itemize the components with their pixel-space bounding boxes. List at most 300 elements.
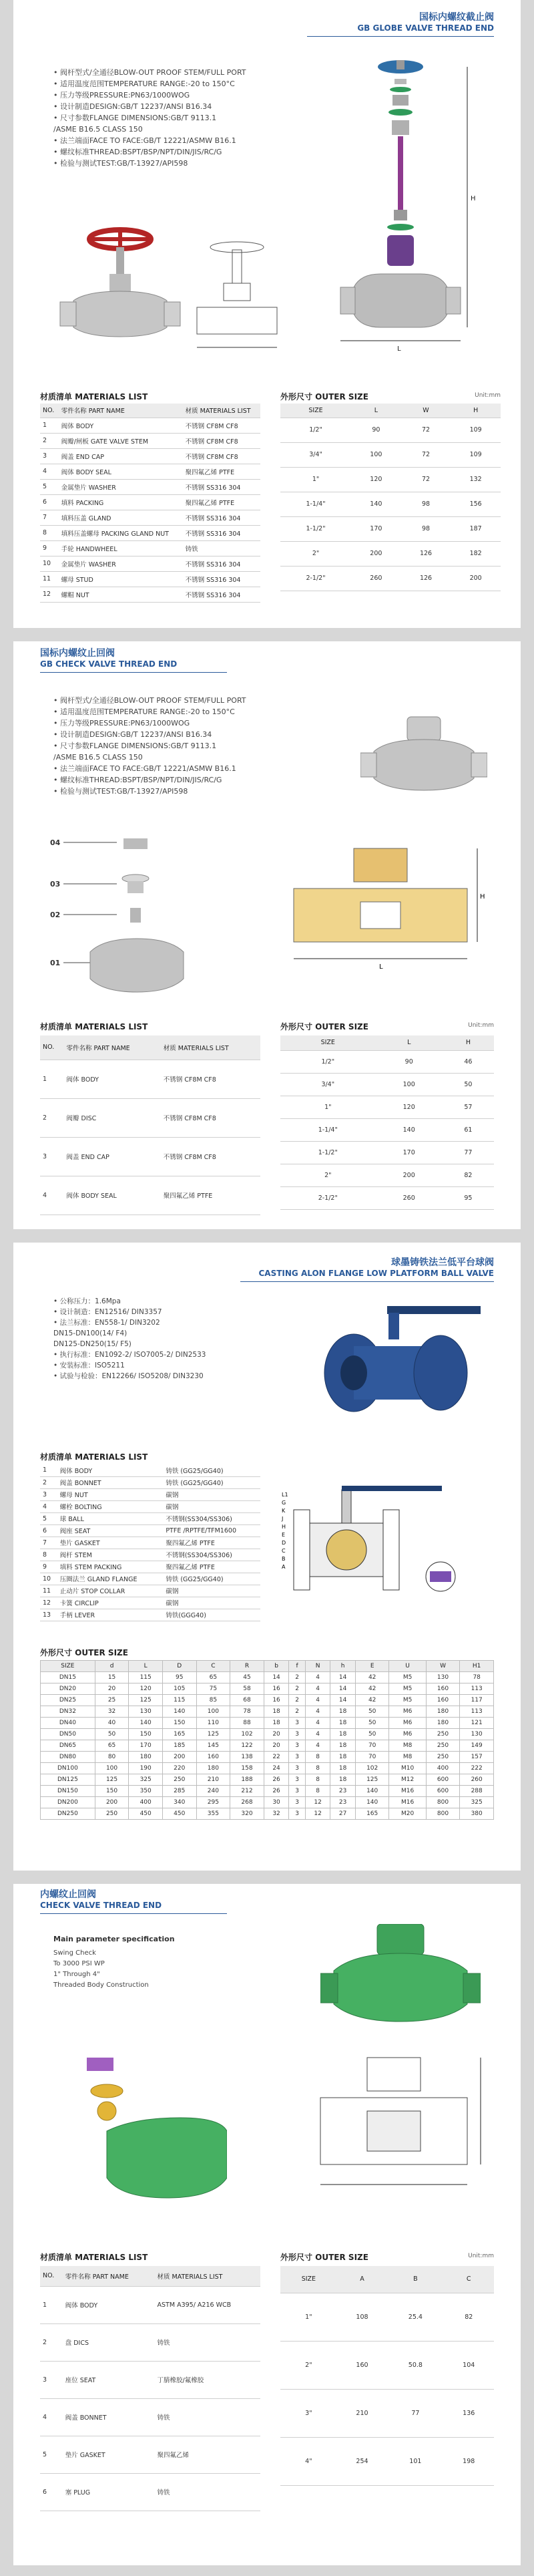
cell: 140 xyxy=(351,492,401,516)
unit-label: Unit:mm xyxy=(468,2253,494,2259)
cell: 100 xyxy=(196,1706,230,1718)
cell: 阀盖 END CAP xyxy=(64,1137,161,1176)
callout-label: 03 xyxy=(50,880,61,889)
cell: 120 xyxy=(351,467,401,492)
cell: 100 xyxy=(95,1763,129,1774)
param-item: • 适用温度范围TEMPERATURE RANGE:-20 to 150°C xyxy=(53,79,235,88)
col-header: L xyxy=(376,1035,443,1050)
cell: 1 xyxy=(40,1060,64,1098)
cell: 200 xyxy=(376,1164,443,1186)
cell: 18 xyxy=(330,1763,356,1774)
cell: 填料压盖 GLAND xyxy=(59,510,183,525)
cell: DN250 xyxy=(41,1808,95,1820)
param-item: • 阀杆型式/全通径BLOW-OUT PROOF STEM/FULL PORT xyxy=(53,68,246,77)
col-header: L xyxy=(351,404,401,418)
cell: 210 xyxy=(196,1774,230,1786)
cell: 碳钢 xyxy=(163,1585,260,1597)
cell: 32 xyxy=(95,1706,129,1718)
exploded-parts-icon xyxy=(63,838,197,999)
cell: 8 xyxy=(305,1774,330,1786)
col-header: 零件名称 PART NAME xyxy=(59,404,183,418)
dim-label: K xyxy=(282,1508,286,1514)
cell: 10 xyxy=(40,1573,57,1585)
cell: 42 xyxy=(355,1695,389,1706)
cell: 3 xyxy=(289,1774,305,1786)
dim-label: C xyxy=(282,1548,286,1554)
col-header: SIZE xyxy=(280,404,351,418)
cell: 1 xyxy=(40,1464,57,1476)
cell: 185 xyxy=(162,1740,196,1752)
cell: 6 xyxy=(40,2473,63,2511)
cell: 14 xyxy=(330,1683,356,1695)
spec-item: To 3000 PSI WP xyxy=(53,1960,105,1967)
table-row xyxy=(41,1786,494,1797)
table-row xyxy=(40,1609,260,1621)
cell: 101 xyxy=(387,2437,443,2485)
cell: 100 xyxy=(351,442,401,467)
outer-size-table xyxy=(280,404,501,591)
cell: 212 xyxy=(230,1786,264,1797)
cell: 108 xyxy=(337,2293,388,2341)
table-row xyxy=(280,1141,494,1164)
cell: 阀体 BODY xyxy=(64,1060,161,1098)
cell: 187 xyxy=(451,516,501,541)
cell: PTFE /RPTFE/TFM1600 xyxy=(163,1524,260,1537)
cell: 3 xyxy=(289,1729,305,1740)
callout-label: 01 xyxy=(50,959,61,967)
cell: 18 xyxy=(330,1740,356,1752)
cell: 58 xyxy=(230,1683,264,1695)
cell: 85 xyxy=(196,1695,230,1706)
title-en: GB CHECK VALVE THREAD END xyxy=(40,659,178,669)
cell: 170 xyxy=(129,1740,163,1752)
col-header: h xyxy=(330,1661,356,1672)
cell: 1-1/4" xyxy=(280,492,351,516)
cell: 5 xyxy=(40,2436,63,2473)
cell: 113 xyxy=(460,1706,494,1718)
cell: 22 xyxy=(264,1752,289,1763)
cell: M5 xyxy=(389,1672,426,1683)
cell: 18 xyxy=(330,1706,356,1718)
table-row xyxy=(280,2341,494,2389)
cell: 不锈钢 CF8M CF8 xyxy=(161,1137,260,1176)
cell: 2 xyxy=(40,1476,57,1488)
outer-size-title: 外形尺寸 OUTER SIZE xyxy=(40,1648,128,1657)
cell: 95 xyxy=(443,1186,494,1209)
cell: 螺母 STUD xyxy=(59,571,183,587)
cell: 295 xyxy=(196,1797,230,1808)
cell: DN50 xyxy=(41,1729,95,1740)
cell: 2 xyxy=(40,2323,63,2361)
col-header: 零件名称 PART NAME xyxy=(64,1035,161,1060)
cell: 260 xyxy=(376,1186,443,1209)
table-row xyxy=(41,1797,494,1808)
check-valve-line-drawing xyxy=(307,2051,494,2211)
cell: 50 xyxy=(443,1073,494,1096)
cell: 165 xyxy=(162,1729,196,1740)
col-header: SIZE xyxy=(41,1661,95,1672)
cell: 铸铁 (GG25/GG40) xyxy=(163,1476,260,1488)
param-item: DN125-DN250(15/ F5) xyxy=(53,1340,131,1348)
cell: 27 xyxy=(330,1808,356,1820)
param-item: • 设计制造：EN12516/ DIN3357 xyxy=(53,1308,162,1316)
cell: 46 xyxy=(443,1050,494,1073)
table-row xyxy=(40,2398,260,2436)
cell: 24 xyxy=(264,1763,289,1774)
cell: 200 xyxy=(162,1752,196,1763)
cell: 190 xyxy=(129,1763,163,1774)
cell: 45 xyxy=(230,1672,264,1683)
cell: 250 xyxy=(95,1808,129,1820)
dim-label: L1 xyxy=(282,1492,288,1498)
cell: 铸铁 xyxy=(155,2473,260,2511)
col-header: 材质 MATERIALS LIST xyxy=(183,404,260,418)
cell: 4 xyxy=(40,1176,64,1215)
cell: 325 xyxy=(460,1797,494,1808)
cell: 220 xyxy=(162,1763,196,1774)
cell: 250 xyxy=(426,1752,460,1763)
cell: DN25 xyxy=(41,1695,95,1706)
col-header: B xyxy=(387,2266,443,2293)
col-header: E xyxy=(355,1661,389,1672)
col-header: SIZE xyxy=(280,2266,337,2293)
cell: 125 xyxy=(355,1774,389,1786)
col-header: N xyxy=(305,1661,330,1672)
cell: 165 xyxy=(355,1808,389,1820)
table-row xyxy=(40,1549,260,1561)
cell: 130 xyxy=(460,1729,494,1740)
materials-title: 材质清单 MATERIALS LIST xyxy=(40,1452,148,1462)
col-header: U xyxy=(389,1661,426,1672)
col-header: D xyxy=(162,1661,196,1672)
divider xyxy=(40,672,227,673)
table-row xyxy=(41,1808,494,1820)
cell: 82 xyxy=(443,1164,494,1186)
cell: 150 xyxy=(162,1718,196,1729)
col-header: C xyxy=(443,2266,494,2293)
cell: 9 xyxy=(40,1561,57,1573)
cell: 160 xyxy=(426,1695,460,1706)
cell: 180 xyxy=(426,1706,460,1718)
cell: 碳钢 xyxy=(163,1488,260,1500)
cell: 800 xyxy=(426,1797,460,1808)
cell: 320 xyxy=(230,1808,264,1820)
param-item: • 法兰端面FACE TO FACE:GB/T 12221/ASMW B16.1 xyxy=(53,136,236,145)
cell: 16 xyxy=(264,1683,289,1695)
cell: 50 xyxy=(355,1718,389,1729)
section-title xyxy=(259,1257,495,1279)
spec-item: Threaded Body Construction xyxy=(53,1981,149,1989)
cell: 不锈钢 SS316 304 xyxy=(183,525,260,540)
cell: 垫片 GASKET xyxy=(57,1537,164,1549)
param-item: DN15-DN100(14/ F4) xyxy=(53,1329,127,1337)
cell: 136 xyxy=(443,2389,494,2437)
cell: 125 xyxy=(95,1774,129,1786)
cell: 160 xyxy=(426,1683,460,1695)
cell: 不锈钢 CF8M CF8 xyxy=(183,448,260,464)
cell: 14 xyxy=(264,1672,289,1683)
materials-table xyxy=(40,404,260,603)
table-row xyxy=(280,1073,494,1096)
cell: 1 xyxy=(40,418,59,433)
dim-label: G xyxy=(282,1500,286,1506)
cell: 座位 SEAT xyxy=(63,2361,155,2398)
cell: 140 xyxy=(355,1786,389,1797)
cell: 50 xyxy=(355,1729,389,1740)
cell: 螺栓 BOLTING xyxy=(57,1500,164,1512)
cell: 170 xyxy=(376,1141,443,1164)
cell: 3 xyxy=(40,1488,57,1500)
table-row xyxy=(41,1672,494,1683)
cell: 254 xyxy=(337,2437,388,2485)
param-item: • 安装标准：ISO5211 xyxy=(53,1361,125,1370)
table-row xyxy=(40,1512,260,1524)
table-row xyxy=(280,541,501,566)
valve-photo-left xyxy=(53,220,187,354)
callout-label: 04 xyxy=(50,838,61,847)
cell: 222 xyxy=(460,1763,494,1774)
cell: 450 xyxy=(129,1808,163,1820)
title-cn: 国标内螺纹止回阀 xyxy=(40,648,115,659)
table-row xyxy=(40,448,260,464)
cell: 不锈钢(SS304/SS306) xyxy=(163,1512,260,1524)
divider xyxy=(40,1913,227,1914)
cell: 120 xyxy=(129,1683,163,1695)
cell: 50 xyxy=(95,1729,129,1740)
outer-size-title-text: 外形尺寸 OUTER SIZE xyxy=(280,2253,368,2262)
cell: 68 xyxy=(230,1695,264,1706)
cell: 125 xyxy=(196,1729,230,1740)
cell: 188 xyxy=(230,1774,264,1786)
cell: 阀体 BODY xyxy=(63,2286,155,2323)
spec-list xyxy=(53,1948,149,1991)
param-item: • 尺寸参数FLANGE DIMENSIONS:GB/T 9113.1 xyxy=(53,114,217,122)
cell: 180 xyxy=(196,1763,230,1774)
title-en: CASTING ALON FLANGE LOW PLATFORM BALL VALVE xyxy=(258,1269,494,1278)
cell: 塞 PLUG xyxy=(63,2473,155,2511)
param-item: • 螺纹标准THREAD:BSPT/BSP/NPT/DIN/JIS/RC/G xyxy=(53,148,222,156)
cell: 150 xyxy=(95,1786,129,1797)
cell: M6 xyxy=(389,1718,426,1729)
table-row xyxy=(41,1740,494,1752)
cell: 138 xyxy=(230,1752,264,1763)
cell: DN40 xyxy=(41,1718,95,1729)
dim-label: E xyxy=(282,1532,286,1538)
table-row xyxy=(40,2323,260,2361)
cell: 3 xyxy=(289,1752,305,1763)
cell: 121 xyxy=(460,1718,494,1729)
title-cn: 内螺纹止回阀 xyxy=(40,1889,96,1900)
col-header: W xyxy=(401,404,451,418)
col-header: W xyxy=(426,1661,460,1672)
table-row xyxy=(41,1683,494,1695)
cell: 115 xyxy=(162,1695,196,1706)
cell: DN32 xyxy=(41,1706,95,1718)
dim-label: J xyxy=(282,1516,284,1522)
table-row xyxy=(41,1752,494,1763)
cell: 手轮 HANDWHEEL xyxy=(59,540,183,556)
cell: 1 xyxy=(40,2286,63,2323)
cell: 4 xyxy=(40,2398,63,2436)
cell: 200 xyxy=(451,566,501,591)
cell: M6 xyxy=(389,1706,426,1718)
cell: 70 xyxy=(355,1752,389,1763)
cell: 140 xyxy=(162,1706,196,1718)
cell: 18 xyxy=(330,1729,356,1740)
table-row xyxy=(280,1186,494,1209)
col-header: A xyxy=(337,2266,388,2293)
cell: 157 xyxy=(460,1752,494,1763)
col-header: 材质 MATERIALS LIST xyxy=(155,2266,260,2286)
cell: 115 xyxy=(129,1672,163,1683)
section-title xyxy=(357,12,494,33)
cell: 螺帽 NUT xyxy=(59,587,183,602)
cell: 104 xyxy=(443,2341,494,2389)
cell: 14 xyxy=(330,1695,356,1706)
cell: 130 xyxy=(129,1706,163,1718)
cell: 285 xyxy=(162,1786,196,1797)
cell: M8 xyxy=(389,1740,426,1752)
valve-line-drawing xyxy=(187,234,287,354)
cell: 70 xyxy=(355,1740,389,1752)
cell: DN200 xyxy=(41,1797,95,1808)
cell: 156 xyxy=(451,492,501,516)
svg-text:L: L xyxy=(379,963,383,971)
cell: 800 xyxy=(426,1808,460,1820)
cell: 止动片 STOP COLLAR xyxy=(57,1585,164,1597)
cell: 350 xyxy=(129,1786,163,1797)
table-row xyxy=(280,2389,494,2437)
check-valve-section-drawing xyxy=(280,842,487,975)
callout-label: 02 xyxy=(50,911,61,919)
green-exploded-view xyxy=(67,2051,227,2211)
cell: M6 xyxy=(389,1729,426,1740)
cell: DN100 xyxy=(41,1763,95,1774)
cell: 不锈钢 CF8M CF8 xyxy=(161,1060,260,1098)
cell: 125 xyxy=(129,1695,163,1706)
cell: 126 xyxy=(401,566,451,591)
table-row xyxy=(40,494,260,510)
cell: 20 xyxy=(95,1683,129,1695)
cell: M5 xyxy=(389,1695,426,1706)
table-row xyxy=(40,510,260,525)
dim-label: D xyxy=(282,1540,286,1546)
cell: 400 xyxy=(129,1797,163,1808)
cell: 180 xyxy=(129,1752,163,1763)
cell: 18 xyxy=(330,1718,356,1729)
cell: 23 xyxy=(330,1786,356,1797)
cell: 铸铁 (GG25/GG40) xyxy=(163,1464,260,1476)
cell: DN150 xyxy=(41,1786,95,1797)
cell: 72 xyxy=(401,442,451,467)
cell: 14 xyxy=(330,1672,356,1683)
cell: 聚四氟乙烯 PTFE xyxy=(161,1176,260,1215)
outer-size-title-text: 外形尺寸 OUTER SIZE xyxy=(280,392,368,401)
cell: 600 xyxy=(426,1786,460,1797)
cell: 铸铁 xyxy=(155,2323,260,2361)
exploded-view xyxy=(50,838,197,999)
section-title xyxy=(40,648,177,669)
cell: 25.4 xyxy=(387,2293,443,2341)
cell: 1-1/2" xyxy=(280,1141,376,1164)
cell: 50.8 xyxy=(387,2341,443,2389)
cell: 丁腈橡胶/氟橡胶 xyxy=(155,2361,260,2398)
cell: 2 xyxy=(289,1683,305,1695)
cell: 手柄 LEVER xyxy=(57,1609,164,1621)
cell: 160 xyxy=(337,2341,388,2389)
cell: 球 BALL xyxy=(57,1512,164,1524)
table-row xyxy=(40,2286,260,2323)
cell: 120 xyxy=(376,1096,443,1118)
col-header: NO. xyxy=(40,404,59,418)
cell: 182 xyxy=(451,541,501,566)
cell: 4 xyxy=(305,1718,330,1729)
cell: 200 xyxy=(95,1797,129,1808)
dim-label: A xyxy=(282,1564,286,1570)
outer-size-title xyxy=(280,391,501,402)
cell: 288 xyxy=(460,1786,494,1797)
cell: 碳钢 xyxy=(163,1597,260,1609)
cell: 109 xyxy=(451,418,501,442)
param-list xyxy=(53,1296,206,1382)
cell: 61 xyxy=(443,1118,494,1141)
col-header: H xyxy=(451,404,501,418)
cell: 100 xyxy=(376,1073,443,1096)
cell: 18 xyxy=(264,1706,289,1718)
cell: 160 xyxy=(196,1752,230,1763)
outer-size-body xyxy=(41,1672,494,1820)
cell: 140 xyxy=(355,1797,389,1808)
cell: 3 xyxy=(40,2361,63,2398)
table-row xyxy=(40,479,260,494)
cell: 78 xyxy=(460,1672,494,1683)
col-header: H xyxy=(443,1035,494,1050)
cell: 170 xyxy=(351,516,401,541)
cell: M10 xyxy=(389,1763,426,1774)
param-item: • 检验与测试TEST:GB/T-13927/API598 xyxy=(53,787,188,796)
table-row xyxy=(40,1060,260,1098)
cell: 不锈钢 CF8M CF8 xyxy=(183,418,260,433)
cell: 1-1/4" xyxy=(280,1118,376,1141)
unit-label: Unit:mm xyxy=(475,392,501,399)
cell: 77 xyxy=(443,1141,494,1164)
cell: 填料压盖螺母 PACKING GLAND NUT xyxy=(59,525,183,540)
table-row xyxy=(40,464,260,479)
cell: 8 xyxy=(305,1763,330,1774)
table-row xyxy=(41,1774,494,1786)
cell: 20 xyxy=(264,1729,289,1740)
cell: 1" xyxy=(280,2293,337,2341)
cell: 2" xyxy=(280,1164,376,1186)
cell: 1-1/2" xyxy=(280,516,351,541)
table-row xyxy=(40,1537,260,1549)
cell: 180 xyxy=(426,1718,460,1729)
outer-size-table xyxy=(280,1035,494,1210)
table-row xyxy=(280,492,501,516)
cell: 18 xyxy=(330,1752,356,1763)
cell: 98 xyxy=(401,516,451,541)
cell: 11 xyxy=(40,1585,57,1597)
table-row xyxy=(41,1695,494,1706)
table-row xyxy=(280,566,501,591)
col-header: SIZE xyxy=(280,1035,376,1050)
cell: 聚四氟乙烯 xyxy=(155,2436,260,2473)
cell: 25 xyxy=(95,1695,129,1706)
cell: 金属垫片 WASHER xyxy=(59,556,183,571)
param-item: • 压力等级PRESSURE:PN63/1000WOG xyxy=(53,719,190,728)
dim-label: H xyxy=(282,1524,286,1530)
cell: 阀盖 BONNET xyxy=(57,1476,164,1488)
